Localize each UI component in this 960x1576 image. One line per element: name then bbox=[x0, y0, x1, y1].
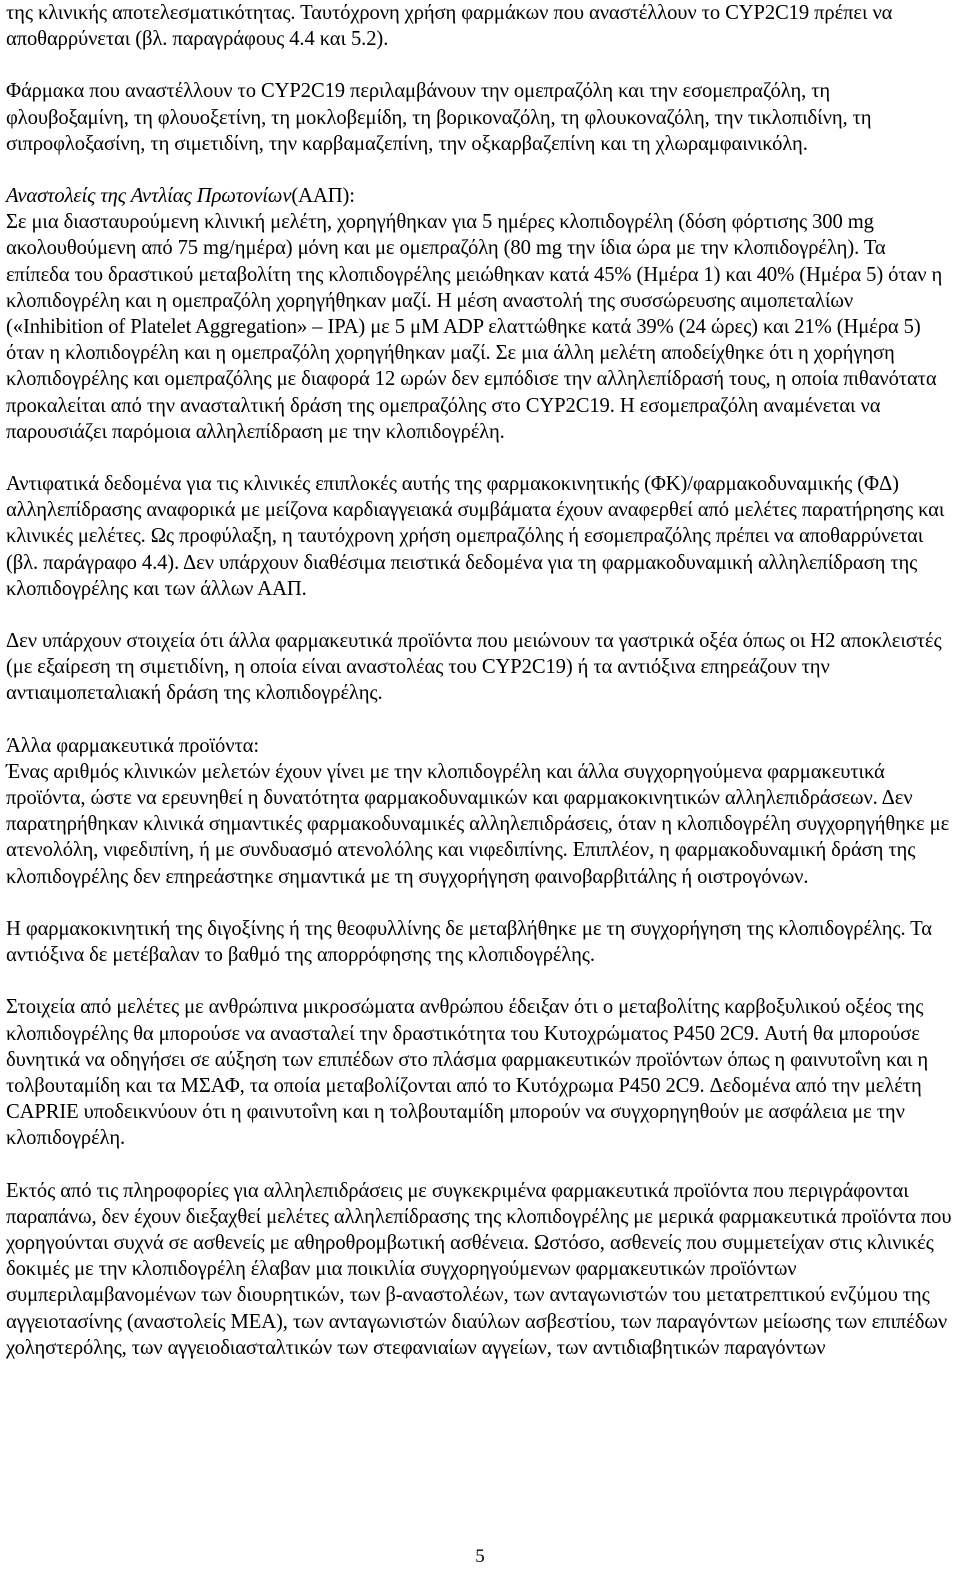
ppi-heading-italic: Αναστολείς της Αντλίας Πρωτονίων bbox=[6, 185, 292, 208]
paragraph-ppi-study: Σε μια διασταυρούμενη κλινική μελέτη, χορηγήθηκαν για 5 ημέρες κλοπιδογρέλη (δόση φόρτισης 300 mg ακολουθούμενη από 75 mg/ημέρα) μόνη και με ομεπραζόλη (80 mg την ίδια ώρα με την κλοπιδογρέλη). Τα επίπεδα του δραστικού μεταβολίτη της κλοπιδογρέλης μειώθηκαν κατά 45% (Ημέρα 1) και 40% (Ημέρα 5) όταν η κλοπιδογρέλη και η ομεπραζόλη χορηγήθηκαν μαζί. Η μέση αναστολή της συσσώρευσης αιμοπεταλίων («Inhibition of Platelet Aggregation» – IPA) με 5 μM ADP ελαττώθηκε κατά 39% (24 ώρες) και 21% (Ημέρα 5) όταν η κλοπιδογρέλη και η ομεπραζόλη χορηγήθηκαν μαζί. Σε μια άλλη μελέτη αποδείχθηκε ότι η χορήγηση κλοπιδογρέλης και ομεπραζόλης με διαφορά 12 ωρών δεν εμπόδισε την αλληλεπίδρασή τους, η οποία πιθανότατα προκαλείται από την ανασταλτική δράση της ομεπραζόλης στο CYP2C19. Η εσομεπραζόλη αναμένεται να παρουσιάζει παρόμοια αλληλεπίδραση με την κλοπιδογρέλη. bbox=[6, 211, 943, 443]
document-page bbox=[6, 0, 952, 1361]
page-number: 5 bbox=[475, 1546, 485, 1567]
paragraph-cyp2c19-continuation: της κλινικής αποτελεσματικότητας. Ταυτόχρονη χρήση φαρμάκων που αναστέλλουν το CYP2C19 πρέπει να αποθαρρύνεται (βλ. παραγράφους 4.4 και 5.2). bbox=[6, 2, 893, 51]
paragraph-other-interactions: Εκτός από τις πληροφορίες για αλληλεπιδράσεις με συγκεκριμένα φαρμακευτικά προϊόντα που περιγράφονται παραπάνω, δεν έχουν διεξαχθεί μελέτες αλληλεπίδρασης της κλοπιδογρέλης με μερικά φαρμακευτικά προϊόντα που χορηγούνται συχνά σε ασθενείς με αθηροθρομβωτική ασθένεια. Ωστόσο, ασθενείς που συμμετείχαν στις κλινικές δοκιμές με την κλοπιδογρέλη έλαβαν μια ποικιλία συγχορηγούμενων φαρμακευτικών προϊόντων συμπεριλαμβανομένων των διουρητικών, των β-αναστολέων, των ανταγωνιστών του μετατρεπτικού ενζύμου της αγγειοτασίνης (αναστολείς ΜΕΑ), των ανταγωνιστών διαύλων ασβεστίου, των παραγόντων μείωσης των επιπέδων χοληστερόλης, των αγγειοδιασταλτικών των στεφανιαίων αγγείων, των αντιδιαβητικών παραγόντων bbox=[6, 1179, 952, 1359]
paragraph-ppi-heading bbox=[6, 183, 952, 209]
ppi-heading-abbrev: (ΑΑΠ): bbox=[291, 185, 355, 208]
paragraph-cyp2c9: Στοιχεία από μελέτες με ανθρώπινα μικροσώματα ανθρώπου έδειξαν ότι ο μεταβολίτης καρβοξυλικού οξέος της κλοπιδογρέλης θα μπορούσε να ανασταλεί την δραστικότητα του Κυτοχρώματος P450 2C9. Αυτή θα μπορούσε δυνητικά να οδηγήσει σε αύξηση των επιπέδων στο πλάσμα φαρμακευτικών προϊόντων όπως η φαινυτοΐνη και η τολβουταμίδη και τα ΜΣΑΦ, τα οποία μεταβολίζονται από το Κυτόχρωμα P450 2C9. Δεδομένα από την μελέτη CAPRIE υποδεικνύουν ότι η φαινυτοΐνη και η τολβουταμίδη μπορούν να συγχορηγηθούν με ασφάλεια με την κλοπιδογρέλη. bbox=[6, 996, 929, 1150]
paragraph-cyp2c19-inhibitors: Φάρμακα που αναστέλλουν το CYP2C19 περιλαμβάνουν την ομεπραζόλη και την εσομεπραζόλη, τη φλουβοξαμίνη, τη φλουοξετίνη, τη μοκλοβεμίδη, τη βορικοναζόλη, τη φλουκοναζόλη, την τικλοπιδίνη, τη σιπροφλοξασίνη, τη σιμετιδίνη, την καρβαμαζεπίνη, την οξκαρβαζεπίνη και τη χλωραμφαινικόλη. bbox=[6, 80, 872, 155]
paragraph-digoxin: Η φαρμακοκινητική της διγοξίνης ή της θεοφυλλίνης δε μεταβλήθηκε με τη συγχορήγηση της κλοπιδογρέλης. Τα αντιόξινα δε μετέβαλαν το βαθμό της απορρόφησης της κλοπιδογρέλης. bbox=[6, 917, 932, 967]
paragraph-contradictory-data: Αντιφατικά δεδομένα για τις κλινικές επιπλοκές αυτής της φαρμακοκινητικής (ΦΚ)/φαρμακοδυναμικής (ΦΔ) αλληλεπίδρασης αναφορικά με μείζονα καρδιαγγειακά συμβάματα έχουν αναφερθεί από μελέτες παρατήρησης και κλινικές μελέτες. Ως προφύλαξη, η ταυτόχρονη χρήση ομεπραζόλης ή εσομεπραζόλης πρέπει να αποθαρρύνεται (βλ. παράγραφο 4.4). Δεν υπάρχουν διαθέσιμα πειστικά δεδομένα για τη φαρμακοδυναμική αλληλεπίδραση της κλοπιδογρέλης και των άλλων ΑΑΠ. bbox=[6, 473, 945, 600]
paragraph-other-products: Ένας αριθμός κλινικών μελετών έχουν γίνει με την κλοπιδογρέλη και άλλα συγχορηγούμενα φαρμακευτικά προϊόντα, ώστε να ερευνηθεί η δυνατότητα φαρμακοδυναμικών και φαρμακοκινητικών αλληλεπιδράσεων. Δεν παρατηρήθηκαν κλινικά σημαντικές φαρμακοδυναμικές αλληλεπιδράσεις, όταν η κλοπιδογρέλη συγχορηγήθηκε με ατενολόλη, νιφεδιπίνη, ή με συνδυασμό ατενολόλης και νιφεδιπίνης. Επιπλέον, η φαρμακοδυναμική δράση της κλοπιδογρέλης δεν επηρεάστηκε σημαντικά με τη συγχορήγηση φαινοβαρβιτάλης ή οιστρογόνων. bbox=[6, 760, 950, 888]
paragraph-gastric-acid: Δεν υπάρχουν στοιχεία ότι άλλα φαρμακευτικά προϊόντα που μειώνουν τα γαστρικά οξέα όπως οι Η2 αποκλειστές (με εξαίρεση τη σιμετιδίνη, η οποία είναι αναστολέας του CYP2C19) ή τα αντιόξινα επηρεάζουν την αντιαιμοπεταλιακή δράση της κλοπιδογρέλης. bbox=[6, 630, 942, 705]
paragraph-other-products-heading: Άλλα φαρμακευτικά προϊόντα: bbox=[6, 734, 259, 757]
